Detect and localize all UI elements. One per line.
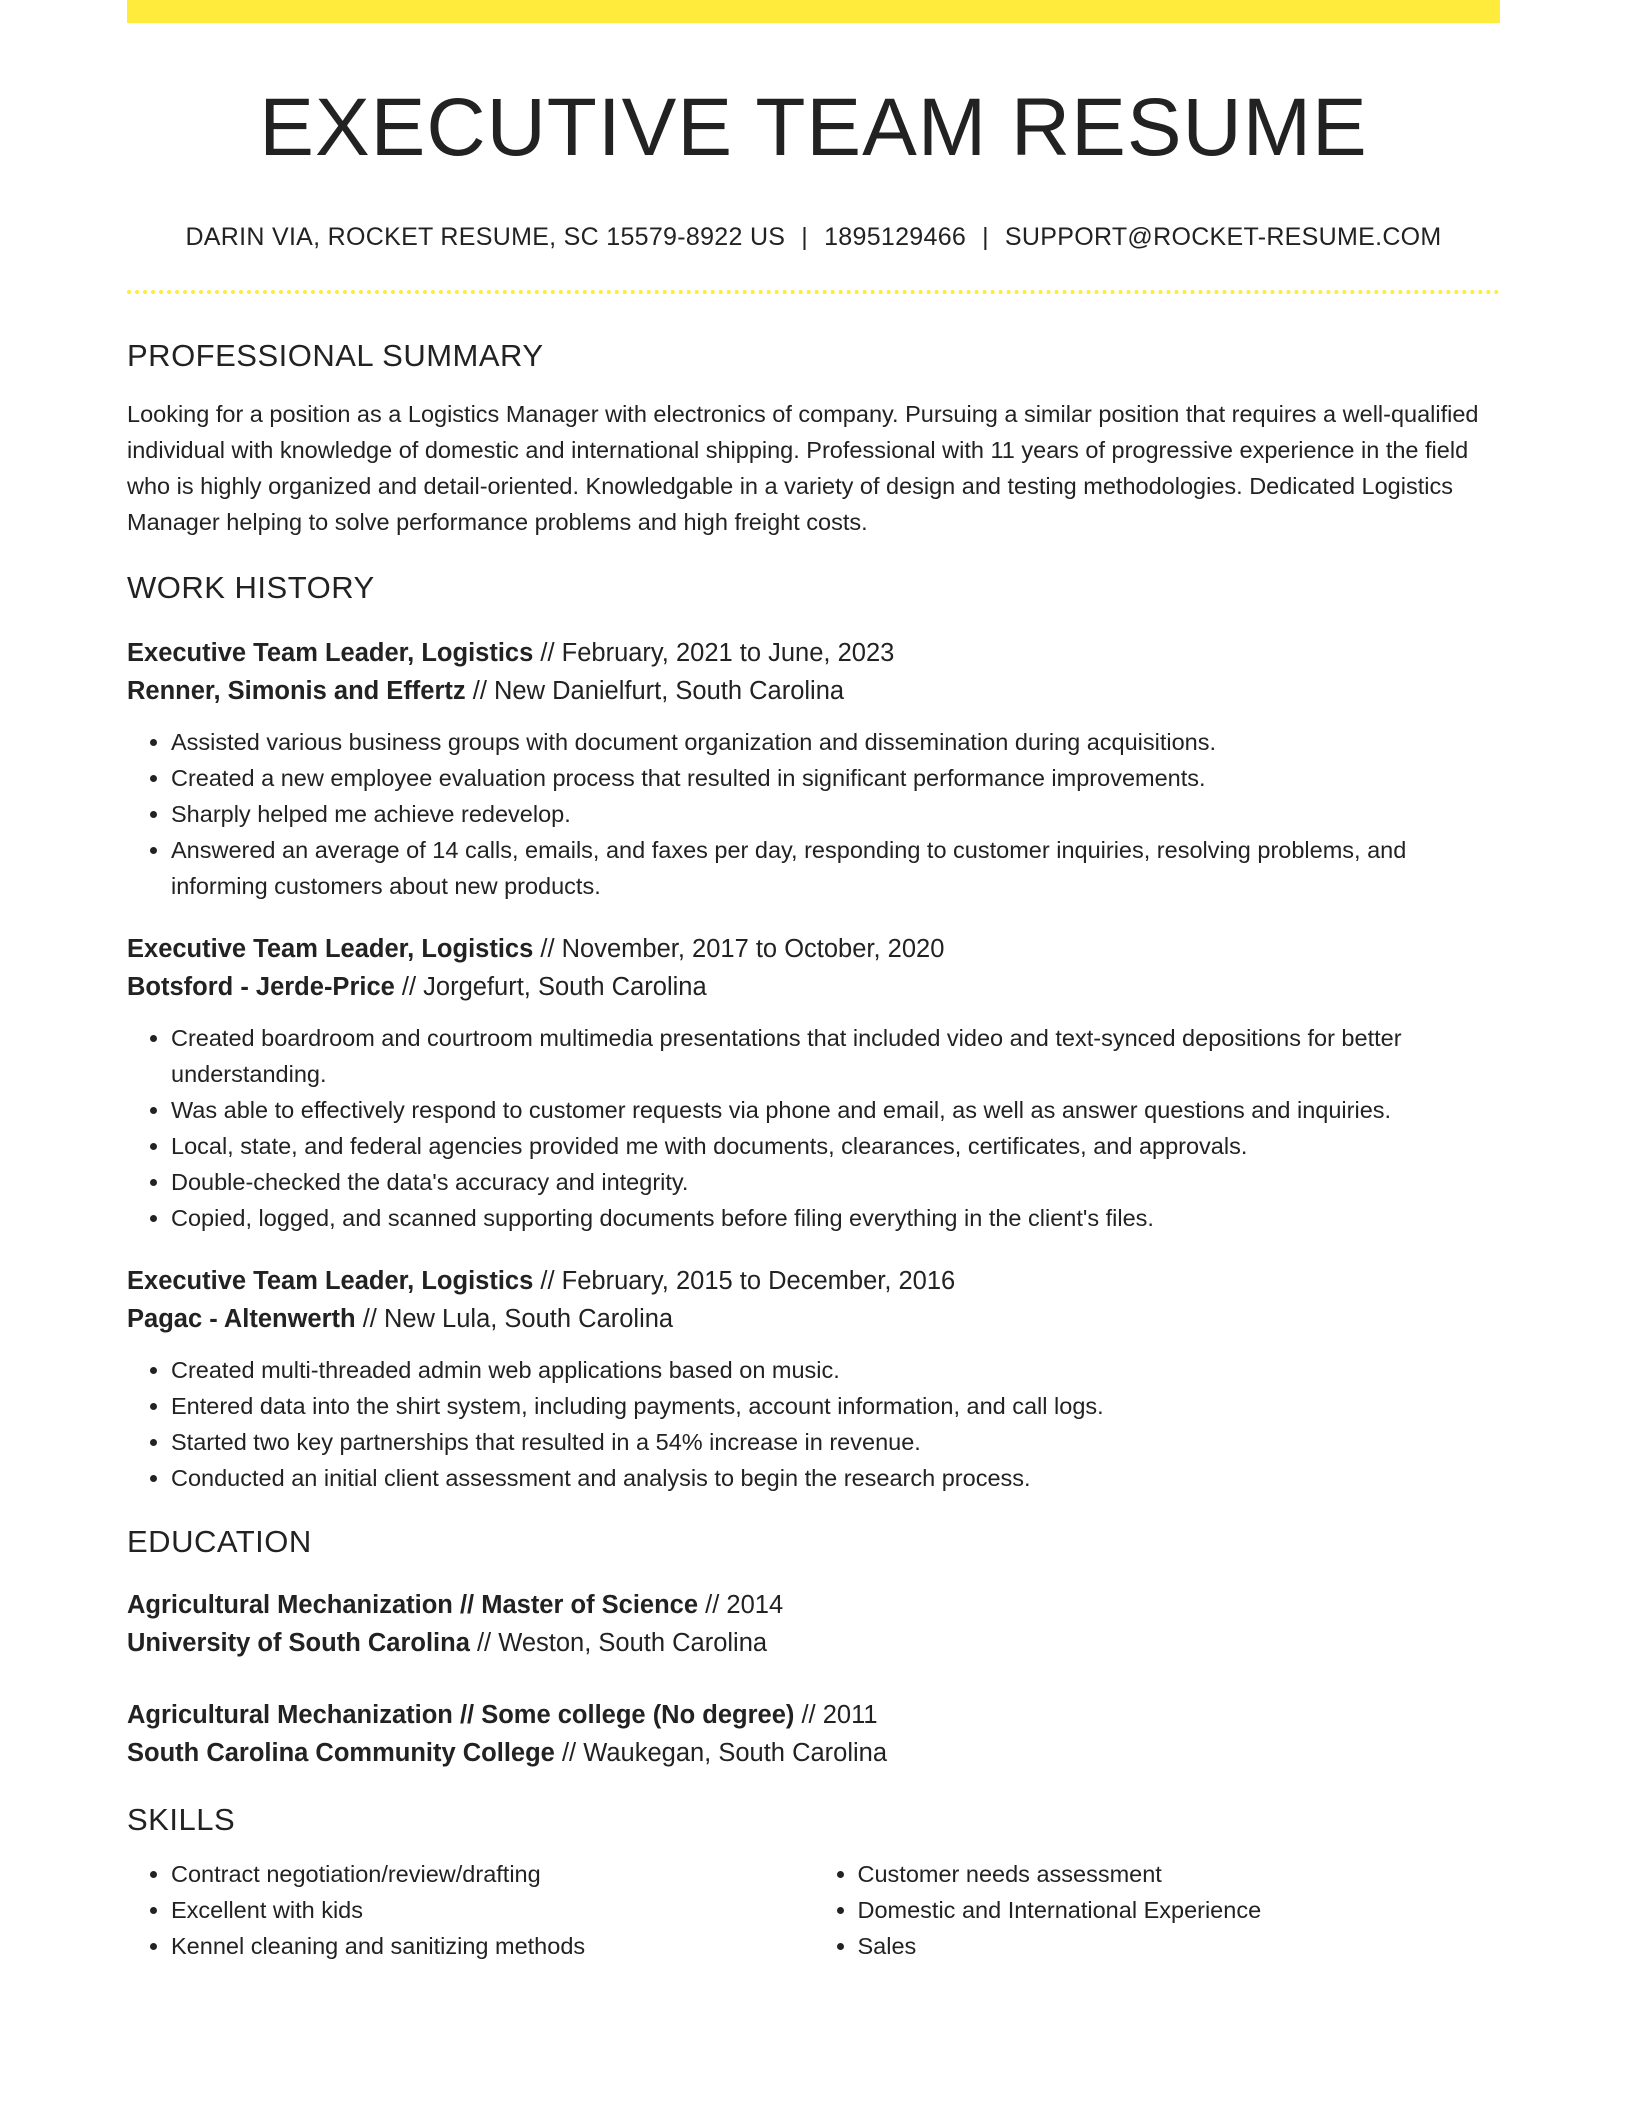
- resume-title: EXECUTIVE TEAM RESUME: [259, 82, 1368, 173]
- job-bullets: [127, 1020, 1500, 1236]
- work-history-heading: WORK HISTORY: [127, 570, 375, 606]
- job-bullet: • Was able to effectively respond to customer requests via phone and email, as well as answer questions and inquiries.: [171, 1092, 1500, 1128]
- job-company: Renner, Simonis and Effertz: [127, 677, 466, 706]
- job-bullet: • Assisted various business groups with document organization and dissemination during acquisitions.: [171, 724, 1500, 760]
- job-dates: // February, 2015 to December, 2016: [533, 1267, 956, 1296]
- job-company: Botsford - Jerde-Price: [127, 973, 395, 1002]
- job-bullet: • Started two key partnerships that resulted in a 54% increase in revenue.: [171, 1424, 1500, 1460]
- job-entry: [127, 1262, 1500, 1496]
- skills-grid: [127, 1856, 1500, 1964]
- header-divider: [127, 290, 1500, 294]
- education-location: // Waukegan, South Carolina: [554, 1739, 888, 1768]
- job-dates: // February, 2021 to June, 2023: [533, 639, 895, 668]
- job-location: // Jorgefurt, South Carolina: [394, 973, 707, 1002]
- job-entry: [127, 930, 1500, 1236]
- job-company-line: [127, 968, 1500, 1006]
- education-degree: Agricultural Mechanization // Some college (No degree): [127, 1701, 795, 1730]
- job-entry: [127, 634, 1500, 904]
- education-school-line: [127, 1624, 1500, 1662]
- contact-separator: |: [801, 223, 809, 252]
- job-title: Executive Team Leader, Logistics: [127, 639, 534, 668]
- job-title-line: [127, 1262, 1500, 1300]
- accent-bar: [127, 0, 1500, 23]
- contact-phone: 1895129466: [824, 223, 967, 252]
- summary-heading: PROFESSIONAL SUMMARY: [127, 338, 544, 374]
- job-bullet: • Answered an average of 14 calls, emails, and faxes per day, responding to customer inquiries, resolving problems, and informing customers about new products.: [171, 832, 1500, 904]
- job-company-line: [127, 1300, 1500, 1338]
- job-bullet: • Double-checked the data's accuracy and integrity.: [171, 1164, 1500, 1200]
- job-location: // New Danielfurt, South Carolina: [465, 677, 845, 706]
- job-title: Executive Team Leader, Logistics: [127, 1267, 534, 1296]
- job-bullet: • Conducted an initial client assessment and analysis to begin the research process.: [171, 1460, 1500, 1496]
- education-entry: [127, 1696, 1500, 1772]
- contact-address: DARIN VIA, ROCKET RESUME, SC 15579-8922 US: [185, 223, 786, 252]
- skills-heading: SKILLS: [127, 1802, 236, 1838]
- education-entry: [127, 1586, 1500, 1662]
- job-bullet: • Created a new employee evaluation process that resulted in significant performance improvements.: [171, 760, 1500, 796]
- job-bullet: • Sharply helped me achieve redevelop.: [171, 796, 1500, 832]
- job-bullet: • Entered data into the shirt system, including payments, account information, and call logs.: [171, 1388, 1500, 1424]
- job-title-line: [127, 930, 1500, 968]
- job-company-line: [127, 672, 1500, 710]
- skill-item: • Domestic and International Experience: [858, 1892, 1501, 1928]
- skill-item: • Customer needs assessment: [858, 1856, 1501, 1892]
- skill-item: • Sales: [858, 1928, 1501, 1964]
- education-heading: EDUCATION: [127, 1524, 312, 1560]
- education-year: // 2011: [794, 1701, 878, 1730]
- job-bullets: [127, 1352, 1500, 1496]
- job-bullet: • Created multi-threaded admin web applications based on music.: [171, 1352, 1500, 1388]
- education-year: // 2014: [698, 1591, 784, 1620]
- job-dates: // November, 2017 to October, 2020: [533, 935, 945, 964]
- contact-separator: |: [982, 223, 989, 252]
- job-bullets: [127, 724, 1500, 904]
- job-bullet: • Created boardroom and courtroom multimedia presentations that included video and text-synced depositions for better understanding.: [171, 1020, 1500, 1092]
- contact-info: [127, 223, 1500, 252]
- education-school: University of South Carolina: [127, 1629, 470, 1658]
- education-degree: Agricultural Mechanization // Master of Science: [127, 1591, 699, 1620]
- education-degree-line: [127, 1696, 1500, 1734]
- education-school: South Carolina Community College: [127, 1739, 555, 1768]
- contact-email: SUPPORT@ROCKET-RESUME.COM: [1004, 223, 1442, 252]
- skills-column-right: [814, 1856, 1501, 1964]
- job-bullet: • Copied, logged, and scanned supporting documents before filing everything in the client's files.: [171, 1200, 1500, 1236]
- job-title: Executive Team Leader, Logistics: [127, 935, 534, 964]
- resume-content: [127, 23, 1500, 1964]
- education-location: // Weston, South Carolina: [469, 1629, 768, 1658]
- skill-item: • Excellent with kids: [171, 1892, 814, 1928]
- job-title-line: [127, 634, 1500, 672]
- education-degree-line: [127, 1586, 1500, 1624]
- education-school-line: [127, 1734, 1500, 1772]
- job-company: Pagac - Altenwerth: [127, 1305, 356, 1334]
- skill-item: • Kennel cleaning and sanitizing methods: [171, 1928, 814, 1964]
- skills-column-left: [127, 1856, 814, 1964]
- job-bullet: • Local, state, and federal agencies provided me with documents, clearances, certificates, and approvals.: [171, 1128, 1500, 1164]
- job-location: // New Lula, South Carolina: [355, 1305, 674, 1334]
- summary-text: Looking for a position as a Logistics Manager with electronics of company. Pursuing a similar position that requires a well-qualified individual with knowledge of domestic and international shipping. Professional with 11 years of progressive experience in the field who is highly organized and detail-oriented. Knowledgable in a variety of design and testing methodologies. Dedicated Logistics Manager helping to solve performance problems and high freight costs.: [127, 401, 1479, 536]
- skill-item: • Contract negotiation/review/drafting: [171, 1856, 814, 1892]
